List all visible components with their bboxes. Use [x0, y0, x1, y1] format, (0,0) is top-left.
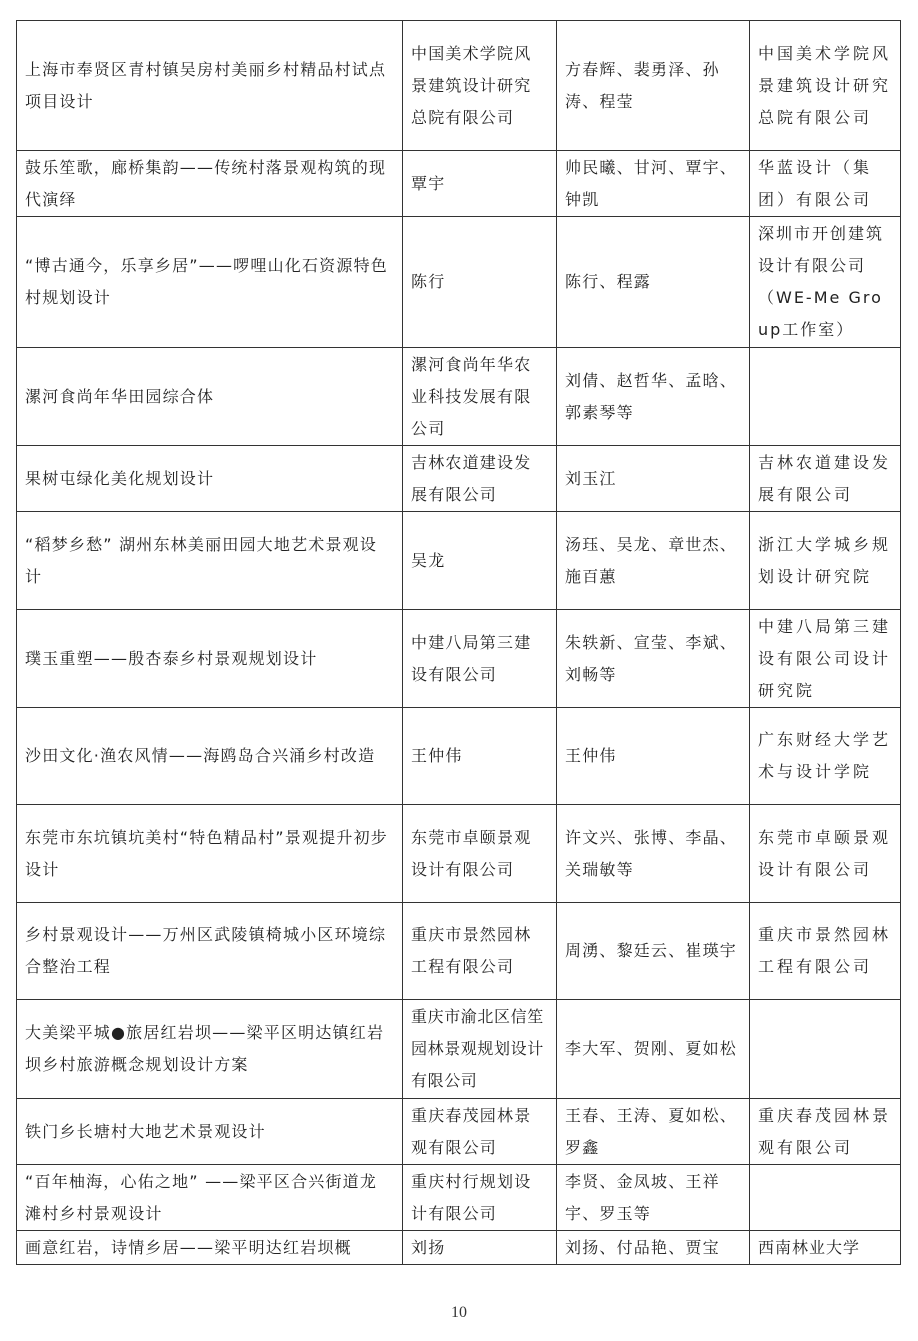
designers-cell: 李大军、贺刚、夏如松 — [557, 1000, 750, 1099]
organization-cell: 浙江大学城乡规划设计研究院 — [750, 512, 901, 610]
table-row — [17, 1165, 901, 1231]
applicant-cell: 重庆市景然园林工程有限公司 — [403, 903, 557, 1000]
page-number: 10 — [451, 1304, 467, 1321]
designers-cell: 帅民曦、甘河、覃宇、钟凯 — [557, 151, 750, 217]
project-name-cell: 漯河食尚年华田园综合体 — [17, 348, 403, 446]
project-name-cell: 铁门乡长塘村大地艺术景观设计 — [17, 1099, 403, 1165]
table-row — [17, 446, 901, 512]
awards-table — [16, 20, 901, 1265]
table-row — [17, 903, 901, 1000]
applicant-cell: 中国美术学院风景建筑设计研究总院有限公司 — [403, 21, 557, 151]
organization-cell — [750, 1165, 901, 1231]
designers-cell: 刘倩、赵哲华、孟晗、郭素琴等 — [557, 348, 750, 446]
table-row — [17, 1000, 901, 1099]
project-name-cell: 鼓乐笙歌，廊桥集韵——传统村落景观构筑的现代演绎 — [17, 151, 403, 217]
table-row — [17, 610, 901, 708]
table-row — [17, 151, 901, 217]
project-name-cell: 乡村景观设计——万州区武陵镇椅城小区环境综合整治工程 — [17, 903, 403, 1000]
table-row — [17, 1231, 901, 1265]
applicant-cell: 漯河食尚年华农业科技发展有限公司 — [403, 348, 557, 446]
applicant-cell: 覃宇 — [403, 151, 557, 217]
project-name-cell: 东莞市东坑镇坑美村“特色精品村”景观提升初步设计 — [17, 805, 403, 903]
project-name-cell: 画意红岩，诗情乡居——梁平明达红岩坝概 — [17, 1231, 403, 1265]
applicant-cell: 重庆市渝北区信笙园林景观规划设计有限公司 — [403, 1000, 557, 1099]
organization-cell: 中国美术学院风景建筑设计研究总院有限公司 — [750, 21, 901, 151]
applicant-cell: 吴龙 — [403, 512, 557, 610]
designers-cell: 朱轶新、宣莹、李斌、刘畅等 — [557, 610, 750, 708]
designers-cell: 许文兴、张博、李晶、关瑞敏等 — [557, 805, 750, 903]
organization-cell: 重庆市景然园林工程有限公司 — [750, 903, 901, 1000]
project-name-cell: 沙田文化·渔农风情——海鸥岛合兴涌乡村改造 — [17, 708, 403, 805]
table-row — [17, 1099, 901, 1165]
designers-cell: 王春、王涛、夏如松、罗鑫 — [557, 1099, 750, 1165]
applicant-cell: 重庆春茂园林景观有限公司 — [403, 1099, 557, 1165]
designers-cell: 王仲伟 — [557, 708, 750, 805]
designers-cell: 刘扬、付品艳、贾宝 — [557, 1231, 750, 1265]
organization-cell: 西南林业大学 — [750, 1231, 901, 1265]
organization-cell: 吉林农道建设发展有限公司 — [750, 446, 901, 512]
project-name-cell: “稻梦乡愁” 湖州东林美丽田园大地艺术景观设计 — [17, 512, 403, 610]
organization-cell — [750, 1000, 901, 1099]
table-row — [17, 708, 901, 805]
table-row — [17, 348, 901, 446]
table-row — [17, 512, 901, 610]
organization-cell: 重庆春茂园林景观有限公司 — [750, 1099, 901, 1165]
project-name-cell: “百年柚海，心佑之地” ——梁平区合兴街道龙滩村乡村景观设计 — [17, 1165, 403, 1231]
project-name-cell: “博古通今，乐享乡居”——啰哩山化石资源特色村规划设计 — [17, 217, 403, 348]
applicant-cell: 陈行 — [403, 217, 557, 348]
designers-cell: 陈行、程露 — [557, 217, 750, 348]
project-name-cell: 大美梁平城●旅居红岩坝——梁平区明达镇红岩坝乡村旅游概念规划设计方案 — [17, 1000, 403, 1099]
project-name-cell: 上海市奉贤区青村镇吴房村美丽乡村精品村试点项目设计 — [17, 21, 403, 151]
table-row — [17, 217, 901, 348]
applicant-cell: 中建八局第三建设有限公司 — [403, 610, 557, 708]
applicant-cell: 王仲伟 — [403, 708, 557, 805]
organization-cell: 深圳市开创建筑设计有限公司（WE-Me Group工作室） — [750, 217, 901, 348]
organization-cell — [750, 348, 901, 446]
designers-cell: 汤珏、吴龙、章世杰、施百蕙 — [557, 512, 750, 610]
organization-cell: 广东财经大学艺术与设计学院 — [750, 708, 901, 805]
applicant-cell: 东莞市卓颐景观设计有限公司 — [403, 805, 557, 903]
applicant-cell: 重庆村行规划设计有限公司 — [403, 1165, 557, 1231]
organization-cell: 华蓝设计（集团）有限公司 — [750, 151, 901, 217]
project-name-cell: 果树屯绿化美化规划设计 — [17, 446, 403, 512]
organization-cell: 东莞市卓颐景观设计有限公司 — [750, 805, 901, 903]
organization-cell: 中建八局第三建设有限公司设计研究院 — [750, 610, 901, 708]
table-row — [17, 21, 901, 151]
designers-cell: 刘玉江 — [557, 446, 750, 512]
designers-cell: 周湧、黎廷云、崔瑛宇 — [557, 903, 750, 1000]
project-name-cell: 璞玉重塑——殷杏泰乡村景观规划设计 — [17, 610, 403, 708]
designers-cell: 李贤、金凤坡、王祥宇、罗玉等 — [557, 1165, 750, 1231]
applicant-cell: 吉林农道建设发展有限公司 — [403, 446, 557, 512]
applicant-cell: 刘扬 — [403, 1231, 557, 1265]
designers-cell: 方春辉、裴勇泽、孙涛、程莹 — [557, 21, 750, 151]
table-row — [17, 805, 901, 903]
